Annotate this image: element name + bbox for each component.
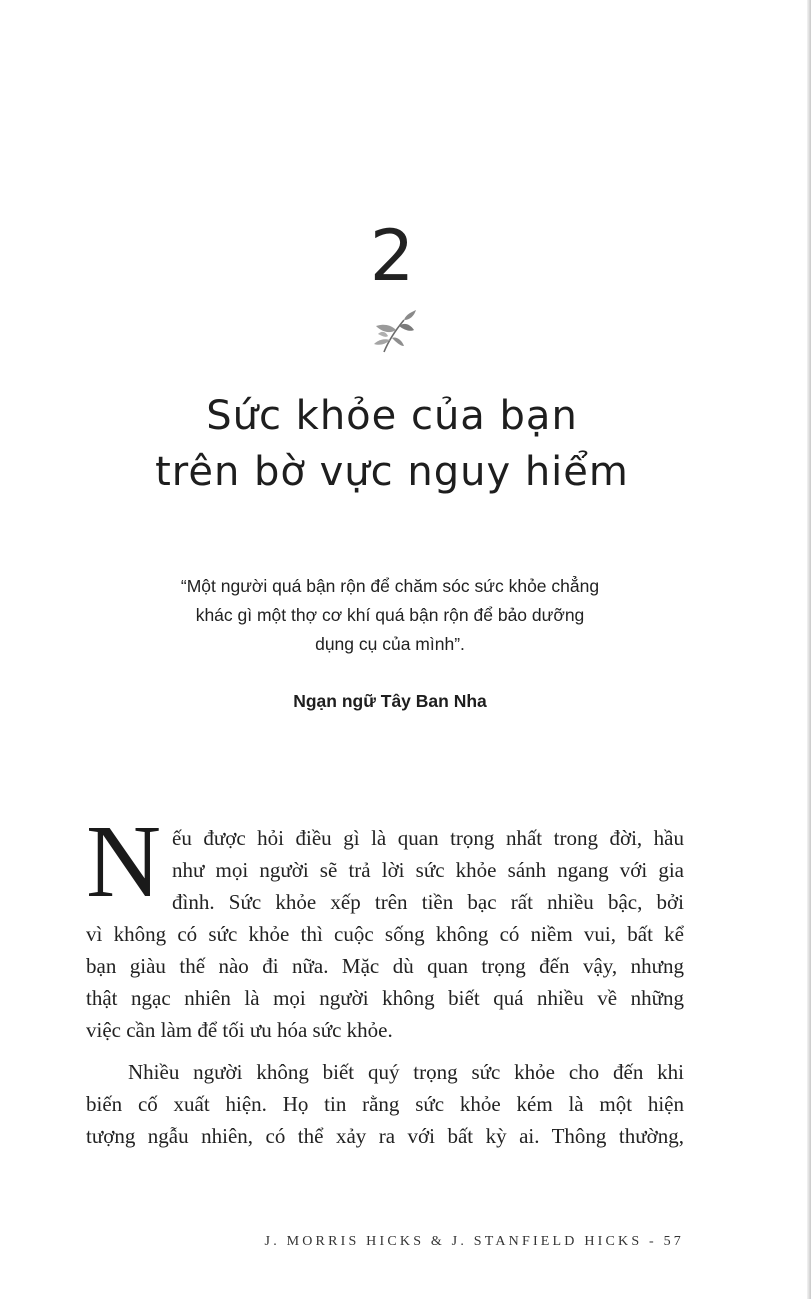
chapter-title: [0, 388, 784, 500]
page-edge-shadow: [807, 0, 811, 1299]
paragraph-line: bạn giàu thế nào đi nữa. Mặc dù quan trọng đến vậy, nhưng: [86, 954, 684, 978]
paragraph-line: như mọi người sẽ trả lời sức khỏe sánh ngang với gia: [172, 858, 684, 882]
epigraph-quote: [130, 572, 650, 659]
paragraph-line: biến cố xuất hiện. Họ tin rằng sức khỏe kém là một hiện: [86, 1092, 684, 1116]
epigraph-line: khác gì một thợ cơ khí quá bận rộn để bảo dưỡng: [195, 605, 585, 625]
paragraph-line: Nhiều người không biết quý trọng sức khỏe cho đến khi: [128, 1060, 684, 1084]
paragraph-line: thật ngạc nhiên là mọi người không biết quá nhiều về những: [86, 986, 684, 1010]
paragraph-line: ếu được hỏi điều gì là quan trọng nhất trong đời, hầu: [172, 826, 684, 850]
running-footer: J. MORRIS HICKS & J. STANFIELD HICKS - 57: [264, 1234, 684, 1249]
epigraph-line: “Một người quá bận rộn để chăm sóc sức khỏe chẳng: [180, 576, 600, 596]
leaf-sprig-icon: [370, 308, 418, 356]
paragraph-line: vì không có sức khỏe thì cuộc sống không có niềm vui, bất kể: [86, 922, 684, 946]
paragraph-line: việc cần làm để tối ưu hóa sức khỏe.: [86, 1018, 393, 1042]
chapter-title-line: Sức khỏe của bạn: [206, 393, 578, 439]
paragraph-line: đình. Sức khỏe xếp trên tiền bạc rất nhiều bậc, bởi: [172, 890, 684, 914]
paragraph-line: tượng ngẫu nhiên, có thể xảy ra với bất kỳ ai. Thông thường,: [86, 1124, 684, 1148]
chapter-title-line: trên bờ vực nguy hiểm: [155, 449, 629, 495]
epigraph-source: Ngạn ngữ Tây Ban Nha: [293, 691, 487, 711]
drop-cap: N: [86, 804, 162, 919]
chapter-number: 2: [369, 215, 415, 297]
epigraph-line: dụng cụ của mình”.: [315, 634, 465, 654]
